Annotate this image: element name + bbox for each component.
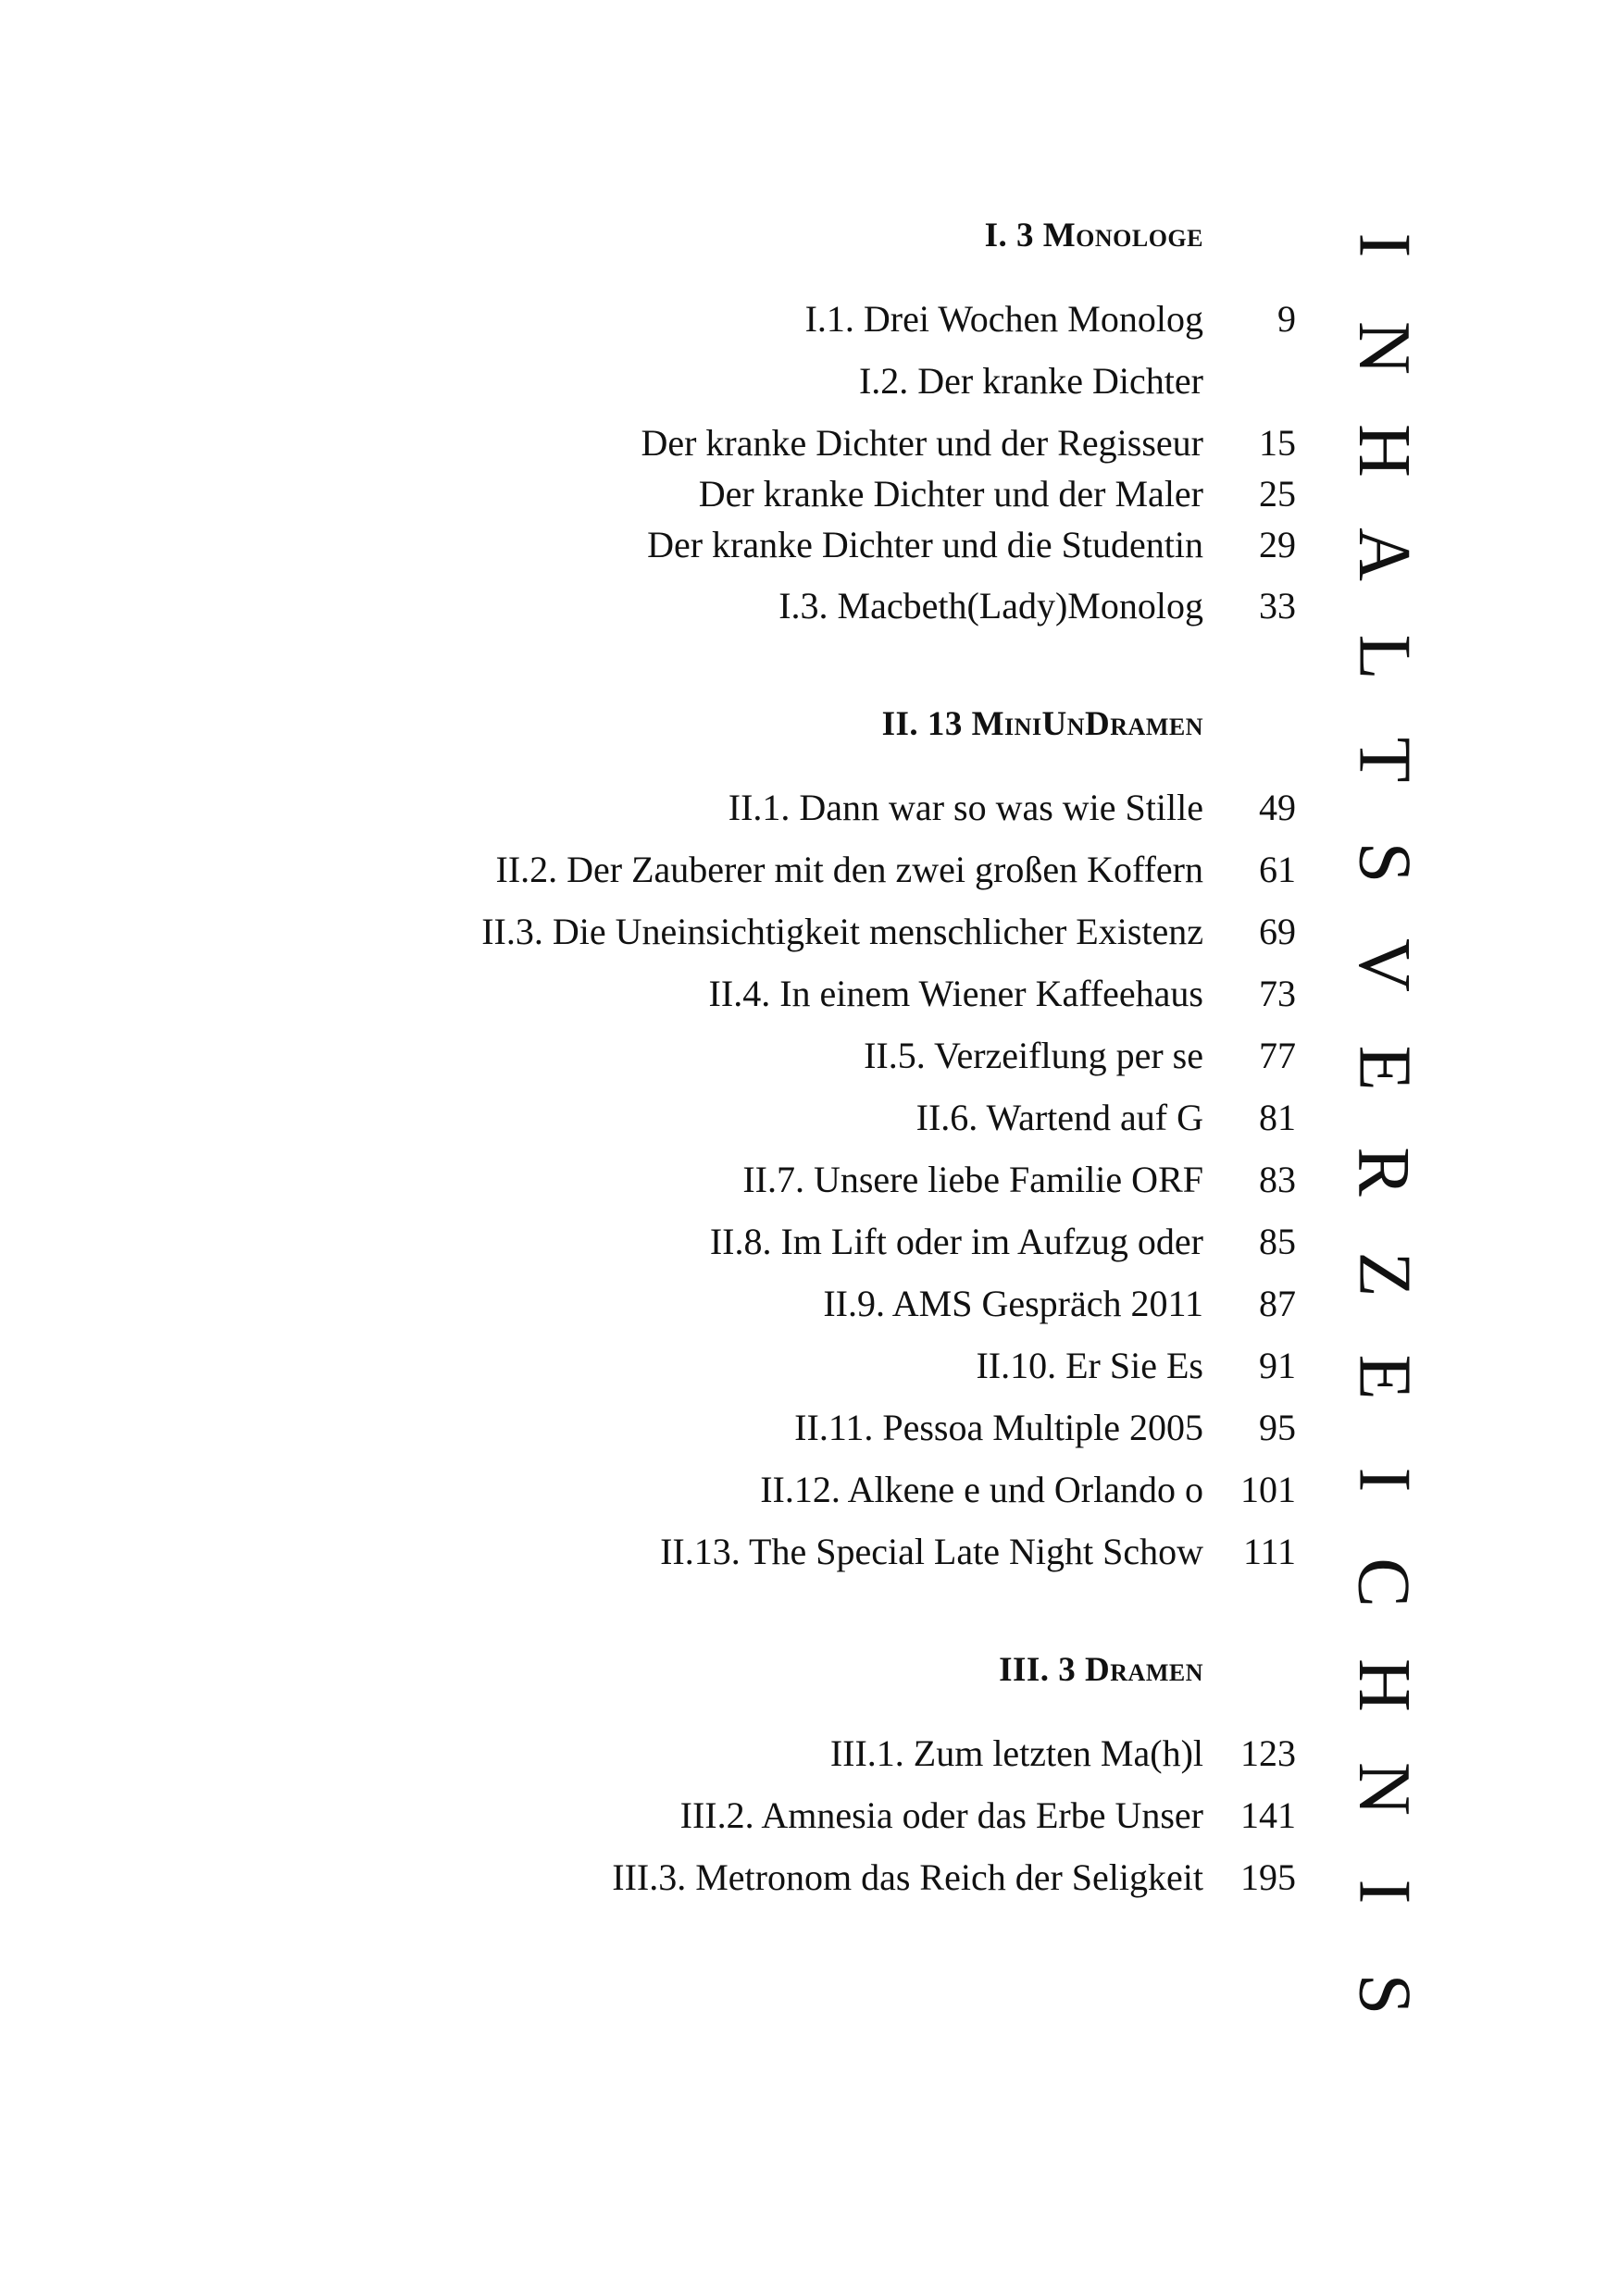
entry-title: II.10. Er Sie Es (976, 1345, 1203, 1386)
title-letter: S (1343, 1973, 1425, 2016)
toc-entry[interactable] (278, 522, 1296, 568)
entry-page-number: 77 (1259, 1035, 1296, 1076)
toc-entry[interactable] (278, 1157, 1296, 1203)
title-letter: Z (1343, 1251, 1425, 1297)
entry-title: II.11. Pessoa Multiple 2005 (794, 1407, 1203, 1448)
entry-title: II.9. AMS Gespräch 2011 (823, 1283, 1203, 1324)
toc-entry[interactable] (278, 420, 1296, 466)
entry-page-number: 95 (1259, 1407, 1296, 1448)
entry-title: II.4. In einem Wiener Kaffeehaus (708, 973, 1203, 1014)
entry-title: Der kranke Dichter und die Studentin (647, 524, 1203, 565)
entry-title: I.1. Drei Wochen Monolog (804, 298, 1203, 340)
entry-title: II.6. Wartend auf G (915, 1097, 1203, 1138)
title-letter: H (1343, 1658, 1425, 1713)
entry-page-number: 81 (1259, 1097, 1296, 1138)
entry-title: II.7. Unsere liebe Familie ORF (742, 1159, 1203, 1200)
section-heading-miniundramen: II. 13 MiniUnDramen (881, 705, 1203, 743)
toc-entry[interactable] (278, 1793, 1296, 1839)
toc-entry[interactable] (278, 1467, 1296, 1513)
section-heading-dramen: III. 3 Dramen (999, 1651, 1203, 1689)
toc-entry[interactable] (278, 785, 1296, 831)
entry-title: II.5. Verzeiflung per se (864, 1035, 1203, 1076)
entry-title: I.3. Macbeth(Lady)Monolog (778, 585, 1203, 627)
toc-entry[interactable] (278, 296, 1296, 342)
entry-page-number: 69 (1259, 911, 1296, 952)
section-heading-monologe: I. 3 Monologe (984, 217, 1203, 254)
entry-title: I.2. Der kranke Dichter (858, 360, 1203, 402)
entry-page-number: 85 (1259, 1221, 1296, 1262)
entry-page-number: 9 (1277, 298, 1296, 340)
entry-page-number: 33 (1259, 585, 1296, 627)
toc-entry[interactable] (278, 471, 1296, 517)
title-letter: V (1343, 938, 1425, 993)
entry-title: III.3. Metronom das Reich der Seligkeit (612, 1856, 1203, 1898)
entry-title: II.1. Dann war so was wie Stille (728, 787, 1203, 828)
title-letter: T (1343, 737, 1425, 783)
entry-page-number: 195 (1240, 1856, 1296, 1898)
entry-page-number: 111 (1242, 1531, 1296, 1572)
title-letter: E (1343, 1045, 1425, 1091)
entry-page-number: 15 (1259, 422, 1296, 464)
entry-title: II.2. Der Zauberer mit den zwei großen Koffern (495, 849, 1203, 890)
entry-title: III.2. Amnesia oder das Erbe Unser (679, 1794, 1203, 1836)
title-letter: I (1342, 1467, 1425, 1493)
toc-entry[interactable] (278, 1529, 1296, 1575)
title-letter: R (1342, 1146, 1425, 1197)
toc-entry[interactable] (278, 1219, 1296, 1265)
toc-entry[interactable] (278, 1405, 1296, 1451)
title-letter: L (1343, 634, 1425, 680)
entry-page-number: 73 (1259, 973, 1296, 1014)
title-letter: I (1342, 1879, 1425, 1905)
title-letter: A (1343, 527, 1425, 581)
entry-title: II.12. Alkene e und Orlando o (760, 1469, 1203, 1510)
title-letter: N (1343, 1761, 1425, 1816)
entry-page-number: 29 (1259, 524, 1296, 565)
entry-title: Der kranke Dichter und der Regisseur (641, 422, 1203, 464)
title-letter: H (1343, 424, 1425, 478)
entry-page-number: 101 (1240, 1469, 1296, 1510)
entry-title: II.13. The Special Late Night Schow (660, 1531, 1203, 1572)
entry-page-number: 25 (1259, 473, 1296, 515)
title-letter: N (1343, 321, 1425, 376)
entry-title: II.3. Die Uneinsichtigkeit menschlicher Existenz (481, 911, 1203, 952)
entry-page-number: 123 (1240, 1732, 1296, 1774)
title-letter: I (1342, 232, 1425, 258)
title-letter: C (1342, 1558, 1425, 1607)
entry-title: Der kranke Dichter und der Maler (698, 473, 1203, 515)
entry-page-number: 141 (1240, 1794, 1296, 1836)
vertical-page-title (1333, 208, 1435, 2031)
toc-entry[interactable] (278, 583, 1296, 629)
entry-page-number: 87 (1259, 1283, 1296, 1324)
entry-page-number: 49 (1259, 787, 1296, 828)
toc-entry[interactable] (278, 1855, 1296, 1901)
toc-entry[interactable] (278, 358, 1296, 404)
entry-page-number: 83 (1259, 1159, 1296, 1200)
toc-entry[interactable] (278, 1343, 1296, 1389)
toc-entry[interactable] (278, 971, 1296, 1017)
title-letter: E (1343, 1354, 1425, 1400)
entry-title: III.1. Zum letzten Ma(h)l (829, 1732, 1203, 1774)
toc-entry[interactable] (278, 1033, 1296, 1079)
toc-entry[interactable] (278, 1095, 1296, 1141)
title-letter: S (1343, 841, 1425, 884)
toc-entry[interactable] (278, 1731, 1296, 1777)
toc-entry[interactable] (278, 909, 1296, 955)
toc-entry[interactable] (278, 847, 1296, 893)
entry-title: II.8. Im Lift oder im Aufzug oder (709, 1221, 1203, 1262)
toc-entry[interactable] (278, 1281, 1296, 1327)
entry-page-number: 91 (1259, 1345, 1296, 1386)
entry-page-number: 61 (1259, 849, 1296, 890)
